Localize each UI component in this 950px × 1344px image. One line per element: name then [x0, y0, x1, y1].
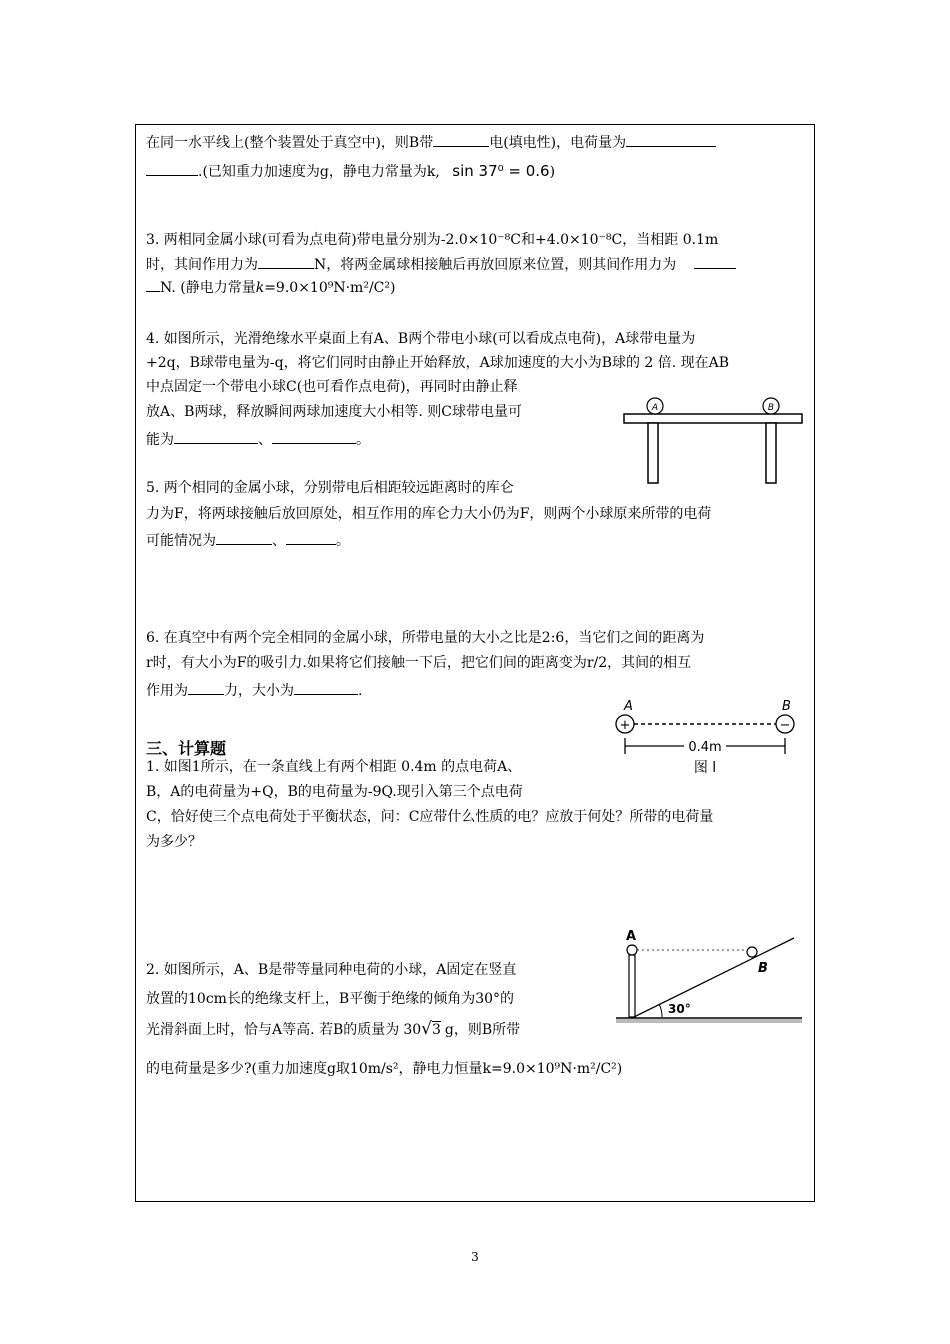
table-leg-right [766, 423, 776, 483]
q3-k-symbol: k [255, 280, 265, 296]
answer-blank[interactable] [272, 429, 356, 444]
q-prev-text: .(已知重力加速度为g，静电力常量为k, [198, 164, 440, 180]
answer-blank[interactable] [146, 161, 198, 176]
ball-b-label: B [767, 403, 775, 413]
answer-blank[interactable] [694, 254, 736, 269]
c1-line4: 为多少？ [146, 834, 202, 850]
q6-line3 [146, 680, 362, 700]
q-prev-line2 [146, 161, 555, 181]
q3-text: =9.0×10⁹N·m²/C²) [264, 280, 396, 296]
c1-line2: B，A的电荷量为+Q，B的电荷量为-9Q.现引入第三个点电荷 [146, 784, 523, 800]
c2-line2: 放置的10cm长的绝缘支杆上，B平衡于绝缘的倾角为30°的 [146, 991, 515, 1007]
q4-text: 能为 [146, 432, 174, 448]
q6-line1: 6. 在真空中有两个完全相同的金属小球，所带电量的大小之比是2:6，当它们之间的距离为 [146, 630, 705, 646]
minus-sign: − [779, 718, 791, 733]
radicand: 3 [431, 1022, 441, 1038]
answer-blank[interactable] [258, 254, 314, 269]
answer-blank[interactable] [216, 530, 272, 545]
mass-number: 30 [403, 1022, 422, 1038]
q4-line4: 放A、B两球，释放瞬间两球加速度大小相等. 则C球带电量可 [146, 404, 523, 420]
q5-line2: 力为F，将两球接触后放回原处，相互作用的库仑力大小仍为F，则两个小球原来所带的电荷 [146, 506, 712, 522]
c1-line3: C，恰好使三个点电荷处于平衡状态，问：C应带什么性质的电？应放于何处？所带的电荷量 [146, 809, 714, 825]
ball-a-label: A [626, 929, 637, 944]
c2-line1: 2. 如图所示，A、B是带等量同种电荷的小球，A固定在竖直 [146, 962, 517, 978]
q6-text: . [358, 683, 363, 699]
q3-line1: 3. 两相同金属小球(可看为点电荷)带电量分别为-2.0×10⁻⁸C和+4.0×10⁻⁸C，当相距 0.1m [146, 232, 719, 248]
q-prev-text: ) [549, 164, 556, 180]
table-leg-left [648, 423, 658, 483]
q4-line1: 4. 如图所示，光滑绝缘水平桌面上有A、B两个带电小球(可以看成点电荷)，A球带电量为 [146, 331, 696, 347]
q4-line3: 中点固定一个带电小球C(也可看作点电荷)，再同时由静止释 [146, 379, 518, 395]
table-figure [622, 390, 806, 486]
q4-line5 [146, 429, 370, 449]
page-number: 3 [471, 1250, 479, 1264]
plus-sign: + [619, 718, 631, 733]
answer-blank[interactable] [286, 530, 336, 545]
q5-line1: 5. 两个相同的金属小球，分别带电后相距较远距离时的库仑 [146, 480, 514, 496]
ball-b-label: B [758, 961, 768, 976]
figure-caption: 图 l [693, 760, 717, 776]
q6-text: 力，大小为 [224, 683, 294, 699]
section-title-calculation: 三、计算题 [146, 739, 227, 758]
answer-blank[interactable] [433, 132, 489, 147]
table-top [624, 414, 802, 423]
ball-a [627, 945, 637, 955]
q-prev-text: 电(填电性)，电荷量为 [489, 135, 627, 151]
incline-figure [612, 924, 806, 1026]
c2-text: g，则B所带 [444, 1022, 521, 1038]
charge-b-label: B [782, 699, 791, 714]
q5-text: 、 [272, 533, 286, 549]
ground-hatch [616, 1019, 802, 1023]
answer-blank[interactable] [146, 277, 160, 292]
answer-blank[interactable] [626, 132, 716, 147]
c2-text: 光滑斜面上时，恰与A等高. 若B的质量为 [146, 1022, 400, 1038]
answer-blank[interactable] [294, 680, 358, 695]
angle-arc [659, 1004, 662, 1017]
q-prev-text: 在同一水平线上(整个装置处于真空中)，则B带 [146, 135, 434, 151]
ball-a-label: A [651, 403, 659, 413]
q3-line2 [146, 254, 736, 274]
distance-label: 0.4m [688, 740, 722, 755]
q-prev-line1 [146, 132, 716, 152]
q6-line2: r时，有大小为F的吸引力.如果将它们接触一下后，把它们间的距离变为r/2，其间的相互 [146, 655, 692, 671]
q5-line3 [146, 530, 350, 550]
q4-line2: +2q，B球带电量为-q，将它们同时由静止开始释放，A球加速度的大小为B球的 2 倍. 现在AB [146, 355, 730, 371]
q3-text: 时，其间作用力为 [146, 257, 258, 273]
insulating-rod [629, 955, 635, 1017]
answer-blank[interactable] [174, 429, 258, 444]
charge-a-label: A [624, 699, 633, 714]
answer-blank[interactable] [188, 680, 224, 695]
q5-text: 。 [336, 533, 350, 549]
c2-line4: 的电荷量是多少?(重力加速度g取10m/s²，静电力恒量k=9.0×10⁹N·m²/C²) [146, 1061, 623, 1077]
q4-text: 。 [356, 432, 370, 448]
angle-label: 30° [668, 1002, 691, 1016]
sin-formula: sin 37⁰ = 0.6 [452, 162, 550, 180]
q3-text: N，将两金属球相接触后再放回原来位置，则其间作用力为 [314, 257, 677, 273]
c2-line3: 光滑斜面上时，恰与A等高. 若B的质量为 30√3 g，则B所带 [146, 1019, 521, 1039]
ball-b [747, 947, 757, 957]
charges-figure [612, 696, 802, 778]
q3-text: N. (静电力常量 [160, 280, 256, 296]
q5-text: 可能情况为 [146, 533, 216, 549]
q3-line3 [146, 277, 395, 297]
c1-line1: 1. 如图1所示，在一条直线上有两个相距 0.4m 的点电荷A、 [146, 759, 522, 775]
q6-text: 作用为 [146, 683, 188, 699]
q4-text: 、 [258, 432, 272, 448]
